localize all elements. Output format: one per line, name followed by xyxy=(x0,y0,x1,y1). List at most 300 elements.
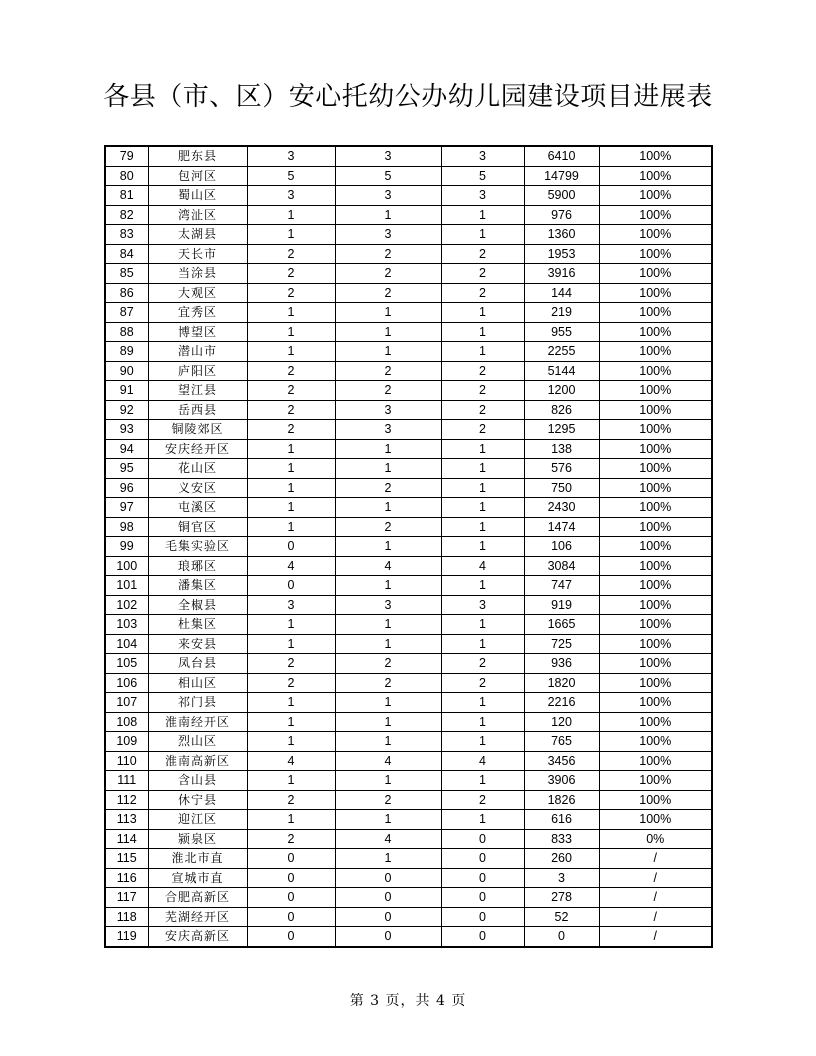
cell-value-d: 3084 xyxy=(524,556,599,576)
cell-count-a: 1 xyxy=(247,498,335,518)
table-row xyxy=(105,888,712,908)
table-row xyxy=(105,693,712,713)
cell-progress-percent: / xyxy=(599,907,712,927)
cell-progress-percent: 100% xyxy=(599,537,712,557)
cell-count-b: 1 xyxy=(335,693,441,713)
table-row xyxy=(105,264,712,284)
cell-county-name: 屯溪区 xyxy=(148,498,247,518)
cell-county-name: 淮南高新区 xyxy=(148,751,247,771)
cell-value-d: 765 xyxy=(524,732,599,752)
table-row xyxy=(105,498,712,518)
cell-value-d: 3 xyxy=(524,868,599,888)
cell-count-a: 1 xyxy=(247,342,335,362)
cell-count-c: 2 xyxy=(441,673,524,693)
cell-progress-percent: 100% xyxy=(599,673,712,693)
cell-county-name: 铜官区 xyxy=(148,517,247,537)
cell-count-a: 4 xyxy=(247,556,335,576)
cell-count-a: 2 xyxy=(247,790,335,810)
cell-count-c: 2 xyxy=(441,283,524,303)
cell-count-a: 1 xyxy=(247,712,335,732)
cell-county-name: 安庆经开区 xyxy=(148,439,247,459)
cell-progress-percent: 100% xyxy=(599,420,712,440)
cell-row-index: 114 xyxy=(105,829,148,849)
cell-county-name: 肥东县 xyxy=(148,146,247,166)
cell-progress-percent: 100% xyxy=(599,693,712,713)
cell-count-c: 3 xyxy=(441,146,524,166)
cell-count-c: 0 xyxy=(441,927,524,947)
table-row xyxy=(105,459,712,479)
cell-value-d: 52 xyxy=(524,907,599,927)
cell-count-b: 2 xyxy=(335,381,441,401)
cell-count-c: 1 xyxy=(441,732,524,752)
cell-progress-percent: 100% xyxy=(599,732,712,752)
cell-progress-percent: 100% xyxy=(599,205,712,225)
cell-row-index: 91 xyxy=(105,381,148,401)
cell-count-b: 1 xyxy=(335,322,441,342)
cell-value-d: 1474 xyxy=(524,517,599,537)
cell-row-index: 107 xyxy=(105,693,148,713)
table-row xyxy=(105,751,712,771)
page-footer: 第 3 页，共 4 页 xyxy=(349,993,467,1009)
cell-row-index: 105 xyxy=(105,654,148,674)
table-row xyxy=(105,225,712,245)
cell-count-b: 2 xyxy=(335,790,441,810)
cell-count-b: 3 xyxy=(335,595,441,615)
cell-value-d: 616 xyxy=(524,810,599,830)
cell-value-d: 5144 xyxy=(524,361,599,381)
cell-count-b: 2 xyxy=(335,478,441,498)
cell-count-b: 0 xyxy=(335,927,441,947)
cell-county-name: 烈山区 xyxy=(148,732,247,752)
cell-progress-percent: 100% xyxy=(599,342,712,362)
table-row xyxy=(105,420,712,440)
cell-progress-percent: 100% xyxy=(599,712,712,732)
cell-row-index: 79 xyxy=(105,146,148,166)
cell-progress-percent: 100% xyxy=(599,322,712,342)
cell-count-b: 4 xyxy=(335,829,441,849)
table-row xyxy=(105,381,712,401)
cell-count-c: 1 xyxy=(441,712,524,732)
cell-row-index: 95 xyxy=(105,459,148,479)
cell-progress-percent: 100% xyxy=(599,556,712,576)
cell-row-index: 109 xyxy=(105,732,148,752)
cell-count-a: 1 xyxy=(247,771,335,791)
cell-value-d: 576 xyxy=(524,459,599,479)
cell-row-index: 115 xyxy=(105,849,148,869)
cell-value-d: 5900 xyxy=(524,186,599,206)
cell-progress-percent: 100% xyxy=(599,303,712,323)
cell-row-index: 85 xyxy=(105,264,148,284)
cell-count-a: 0 xyxy=(247,888,335,908)
cell-progress-percent: 100% xyxy=(599,634,712,654)
cell-count-c: 4 xyxy=(441,556,524,576)
cell-value-d: 0 xyxy=(524,927,599,947)
cell-county-name: 宜秀区 xyxy=(148,303,247,323)
cell-count-a: 1 xyxy=(247,517,335,537)
cell-count-b: 5 xyxy=(335,166,441,186)
cell-progress-percent: 100% xyxy=(599,751,712,771)
cell-count-b: 1 xyxy=(335,498,441,518)
cell-progress-percent: 100% xyxy=(599,361,712,381)
cell-county-name: 义安区 xyxy=(148,478,247,498)
cell-progress-percent: 100% xyxy=(599,595,712,615)
cell-value-d: 120 xyxy=(524,712,599,732)
cell-progress-percent: 100% xyxy=(599,498,712,518)
cell-count-b: 3 xyxy=(335,186,441,206)
table-row xyxy=(105,654,712,674)
cell-row-index: 113 xyxy=(105,810,148,830)
table-body xyxy=(105,146,712,947)
cell-progress-percent: 100% xyxy=(599,400,712,420)
table-row xyxy=(105,283,712,303)
cell-value-d: 1360 xyxy=(524,225,599,245)
cell-value-d: 1200 xyxy=(524,381,599,401)
cell-count-a: 1 xyxy=(247,810,335,830)
cell-count-c: 1 xyxy=(441,439,524,459)
cell-county-name: 祁门县 xyxy=(148,693,247,713)
cell-county-name: 铜陵郊区 xyxy=(148,420,247,440)
table-row xyxy=(105,615,712,635)
cell-row-index: 119 xyxy=(105,927,148,947)
table-row xyxy=(105,634,712,654)
cell-row-index: 102 xyxy=(105,595,148,615)
cell-count-c: 4 xyxy=(441,751,524,771)
cell-value-d: 3456 xyxy=(524,751,599,771)
cell-count-b: 1 xyxy=(335,615,441,635)
cell-progress-percent: 100% xyxy=(599,517,712,537)
cell-value-d: 2255 xyxy=(524,342,599,362)
cell-county-name: 迎江区 xyxy=(148,810,247,830)
cell-progress-percent: / xyxy=(599,868,712,888)
cell-county-name: 包河区 xyxy=(148,166,247,186)
cell-count-c: 1 xyxy=(441,576,524,596)
cell-count-a: 1 xyxy=(247,459,335,479)
cell-value-d: 260 xyxy=(524,849,599,869)
cell-count-c: 3 xyxy=(441,186,524,206)
cell-count-b: 1 xyxy=(335,810,441,830)
cell-progress-percent: 100% xyxy=(599,381,712,401)
progress-table xyxy=(104,145,713,948)
cell-row-index: 103 xyxy=(105,615,148,635)
cell-row-index: 111 xyxy=(105,771,148,791)
cell-count-a: 2 xyxy=(247,264,335,284)
cell-count-c: 2 xyxy=(441,654,524,674)
cell-value-d: 3906 xyxy=(524,771,599,791)
cell-row-index: 88 xyxy=(105,322,148,342)
cell-count-b: 1 xyxy=(335,342,441,362)
cell-count-b: 2 xyxy=(335,283,441,303)
cell-county-name: 相山区 xyxy=(148,673,247,693)
cell-count-c: 3 xyxy=(441,595,524,615)
cell-value-d: 725 xyxy=(524,634,599,654)
cell-value-d: 1826 xyxy=(524,790,599,810)
cell-county-name: 当涂县 xyxy=(148,264,247,284)
cell-county-name: 淮南经开区 xyxy=(148,712,247,732)
cell-count-b: 0 xyxy=(335,868,441,888)
cell-county-name: 宣城市直 xyxy=(148,868,247,888)
cell-count-b: 0 xyxy=(335,888,441,908)
table-row xyxy=(105,556,712,576)
cell-count-c: 0 xyxy=(441,868,524,888)
cell-county-name: 潜山市 xyxy=(148,342,247,362)
cell-progress-percent: 100% xyxy=(599,244,712,264)
cell-count-c: 0 xyxy=(441,829,524,849)
cell-count-b: 2 xyxy=(335,361,441,381)
cell-progress-percent: / xyxy=(599,888,712,908)
cell-value-d: 976 xyxy=(524,205,599,225)
cell-county-name: 天长市 xyxy=(148,244,247,264)
table-row xyxy=(105,829,712,849)
cell-county-name: 大观区 xyxy=(148,283,247,303)
cell-progress-percent: 100% xyxy=(599,810,712,830)
cell-row-index: 89 xyxy=(105,342,148,362)
cell-county-name: 颍泉区 xyxy=(148,829,247,849)
cell-count-b: 2 xyxy=(335,244,441,264)
cell-row-index: 117 xyxy=(105,888,148,908)
cell-county-name: 来安县 xyxy=(148,634,247,654)
cell-progress-percent: 100% xyxy=(599,225,712,245)
table-row xyxy=(105,868,712,888)
cell-count-a: 2 xyxy=(247,283,335,303)
table-row xyxy=(105,244,712,264)
page-title: 各县（市、区）安心托幼公办幼儿园建设项目进展表 xyxy=(103,82,713,112)
cell-count-a: 2 xyxy=(247,673,335,693)
cell-count-c: 1 xyxy=(441,634,524,654)
cell-count-a: 2 xyxy=(247,400,335,420)
cell-county-name: 合肥高新区 xyxy=(148,888,247,908)
table-row xyxy=(105,400,712,420)
cell-row-index: 80 xyxy=(105,166,148,186)
cell-progress-percent: 100% xyxy=(599,790,712,810)
cell-row-index: 94 xyxy=(105,439,148,459)
cell-county-name: 凤台县 xyxy=(148,654,247,674)
cell-count-b: 0 xyxy=(335,907,441,927)
cell-row-index: 99 xyxy=(105,537,148,557)
cell-count-a: 1 xyxy=(247,693,335,713)
cell-progress-percent: 100% xyxy=(599,166,712,186)
table-row xyxy=(105,595,712,615)
cell-count-b: 2 xyxy=(335,264,441,284)
cell-count-a: 1 xyxy=(247,478,335,498)
cell-value-d: 138 xyxy=(524,439,599,459)
cell-count-a: 3 xyxy=(247,595,335,615)
cell-count-a: 1 xyxy=(247,225,335,245)
cell-progress-percent: 100% xyxy=(599,771,712,791)
cell-count-b: 1 xyxy=(335,439,441,459)
table-row xyxy=(105,361,712,381)
cell-count-a: 1 xyxy=(247,322,335,342)
cell-county-name: 安庆高新区 xyxy=(148,927,247,947)
cell-count-a: 2 xyxy=(247,244,335,264)
cell-county-name: 花山区 xyxy=(148,459,247,479)
cell-county-name: 湾沚区 xyxy=(148,205,247,225)
cell-count-a: 1 xyxy=(247,634,335,654)
cell-county-name: 太湖县 xyxy=(148,225,247,245)
cell-progress-percent: 100% xyxy=(599,459,712,479)
cell-count-b: 4 xyxy=(335,556,441,576)
cell-count-b: 1 xyxy=(335,303,441,323)
cell-count-a: 3 xyxy=(247,146,335,166)
cell-count-b: 1 xyxy=(335,205,441,225)
cell-county-name: 毛集实验区 xyxy=(148,537,247,557)
cell-count-b: 1 xyxy=(335,849,441,869)
table-row xyxy=(105,439,712,459)
cell-count-a: 0 xyxy=(247,907,335,927)
cell-progress-percent: 100% xyxy=(599,146,712,166)
cell-count-a: 0 xyxy=(247,927,335,947)
table-row xyxy=(105,927,712,947)
cell-value-d: 833 xyxy=(524,829,599,849)
cell-value-d: 2216 xyxy=(524,693,599,713)
cell-count-c: 1 xyxy=(441,303,524,323)
cell-count-a: 2 xyxy=(247,654,335,674)
cell-count-a: 2 xyxy=(247,381,335,401)
cell-count-b: 3 xyxy=(335,400,441,420)
cell-count-c: 1 xyxy=(441,537,524,557)
cell-county-name: 蜀山区 xyxy=(148,186,247,206)
cell-row-index: 116 xyxy=(105,868,148,888)
table-row xyxy=(105,186,712,206)
cell-value-d: 14799 xyxy=(524,166,599,186)
table-row xyxy=(105,712,712,732)
cell-row-index: 106 xyxy=(105,673,148,693)
cell-value-d: 747 xyxy=(524,576,599,596)
cell-value-d: 106 xyxy=(524,537,599,557)
cell-count-b: 1 xyxy=(335,537,441,557)
cell-row-index: 86 xyxy=(105,283,148,303)
cell-count-c: 1 xyxy=(441,342,524,362)
cell-count-b: 1 xyxy=(335,712,441,732)
cell-value-d: 6410 xyxy=(524,146,599,166)
cell-county-name: 芜湖经开区 xyxy=(148,907,247,927)
cell-value-d: 144 xyxy=(524,283,599,303)
cell-count-c: 1 xyxy=(441,459,524,479)
cell-progress-percent: 100% xyxy=(599,186,712,206)
cell-count-a: 1 xyxy=(247,732,335,752)
cell-value-d: 1665 xyxy=(524,615,599,635)
cell-count-a: 3 xyxy=(247,186,335,206)
cell-count-c: 2 xyxy=(441,244,524,264)
table-row xyxy=(105,849,712,869)
table-row xyxy=(105,303,712,323)
cell-value-d: 955 xyxy=(524,322,599,342)
cell-count-a: 0 xyxy=(247,537,335,557)
cell-county-name: 淮北市直 xyxy=(148,849,247,869)
table-row xyxy=(105,673,712,693)
table-row xyxy=(105,576,712,596)
table-row xyxy=(105,205,712,225)
table-row xyxy=(105,342,712,362)
cell-count-c: 2 xyxy=(441,420,524,440)
cell-count-a: 1 xyxy=(247,615,335,635)
cell-count-c: 1 xyxy=(441,498,524,518)
cell-count-c: 1 xyxy=(441,693,524,713)
cell-count-c: 2 xyxy=(441,361,524,381)
cell-progress-percent: 100% xyxy=(599,264,712,284)
cell-row-index: 100 xyxy=(105,556,148,576)
cell-count-a: 1 xyxy=(247,303,335,323)
cell-row-index: 98 xyxy=(105,517,148,537)
cell-count-a: 0 xyxy=(247,868,335,888)
cell-count-c: 2 xyxy=(441,400,524,420)
cell-county-name: 望江县 xyxy=(148,381,247,401)
cell-value-d: 1295 xyxy=(524,420,599,440)
cell-count-c: 1 xyxy=(441,322,524,342)
cell-county-name: 潘集区 xyxy=(148,576,247,596)
table-row xyxy=(105,146,712,166)
cell-count-c: 2 xyxy=(441,264,524,284)
cell-county-name: 岳西县 xyxy=(148,400,247,420)
cell-count-b: 1 xyxy=(335,771,441,791)
cell-value-d: 278 xyxy=(524,888,599,908)
cell-count-a: 1 xyxy=(247,205,335,225)
cell-count-c: 1 xyxy=(441,771,524,791)
table-row xyxy=(105,732,712,752)
cell-value-d: 750 xyxy=(524,478,599,498)
cell-progress-percent: 100% xyxy=(599,439,712,459)
cell-count-c: 5 xyxy=(441,166,524,186)
cell-value-d: 1953 xyxy=(524,244,599,264)
cell-county-name: 杜集区 xyxy=(148,615,247,635)
cell-count-a: 4 xyxy=(247,751,335,771)
cell-count-c: 0 xyxy=(441,849,524,869)
cell-county-name: 博望区 xyxy=(148,322,247,342)
cell-county-name: 含山县 xyxy=(148,771,247,791)
table-row xyxy=(105,517,712,537)
cell-progress-percent: / xyxy=(599,927,712,947)
cell-count-b: 4 xyxy=(335,751,441,771)
cell-row-index: 90 xyxy=(105,361,148,381)
cell-progress-percent: 100% xyxy=(599,478,712,498)
cell-count-c: 0 xyxy=(441,907,524,927)
cell-count-b: 3 xyxy=(335,225,441,245)
cell-row-index: 101 xyxy=(105,576,148,596)
cell-count-c: 1 xyxy=(441,478,524,498)
table-row xyxy=(105,166,712,186)
cell-count-a: 2 xyxy=(247,361,335,381)
cell-value-d: 919 xyxy=(524,595,599,615)
cell-county-name: 庐阳区 xyxy=(148,361,247,381)
cell-count-b: 2 xyxy=(335,517,441,537)
cell-value-d: 219 xyxy=(524,303,599,323)
table-row xyxy=(105,478,712,498)
cell-county-name: 全椒县 xyxy=(148,595,247,615)
cell-row-index: 96 xyxy=(105,478,148,498)
cell-count-b: 1 xyxy=(335,732,441,752)
cell-count-b: 2 xyxy=(335,654,441,674)
cell-progress-percent: 100% xyxy=(599,615,712,635)
cell-progress-percent: / xyxy=(599,849,712,869)
table-row xyxy=(105,537,712,557)
cell-row-index: 112 xyxy=(105,790,148,810)
cell-count-b: 3 xyxy=(335,420,441,440)
cell-count-b: 2 xyxy=(335,673,441,693)
cell-county-name: 休宁县 xyxy=(148,790,247,810)
cell-count-a: 2 xyxy=(247,420,335,440)
cell-row-index: 97 xyxy=(105,498,148,518)
cell-row-index: 110 xyxy=(105,751,148,771)
cell-count-c: 1 xyxy=(441,615,524,635)
cell-row-index: 108 xyxy=(105,712,148,732)
table-row xyxy=(105,907,712,927)
cell-count-a: 0 xyxy=(247,576,335,596)
table-row xyxy=(105,322,712,342)
cell-row-index: 92 xyxy=(105,400,148,420)
cell-progress-percent: 0% xyxy=(599,829,712,849)
cell-county-name: 琅琊区 xyxy=(148,556,247,576)
cell-value-d: 826 xyxy=(524,400,599,420)
cell-count-b: 3 xyxy=(335,146,441,166)
